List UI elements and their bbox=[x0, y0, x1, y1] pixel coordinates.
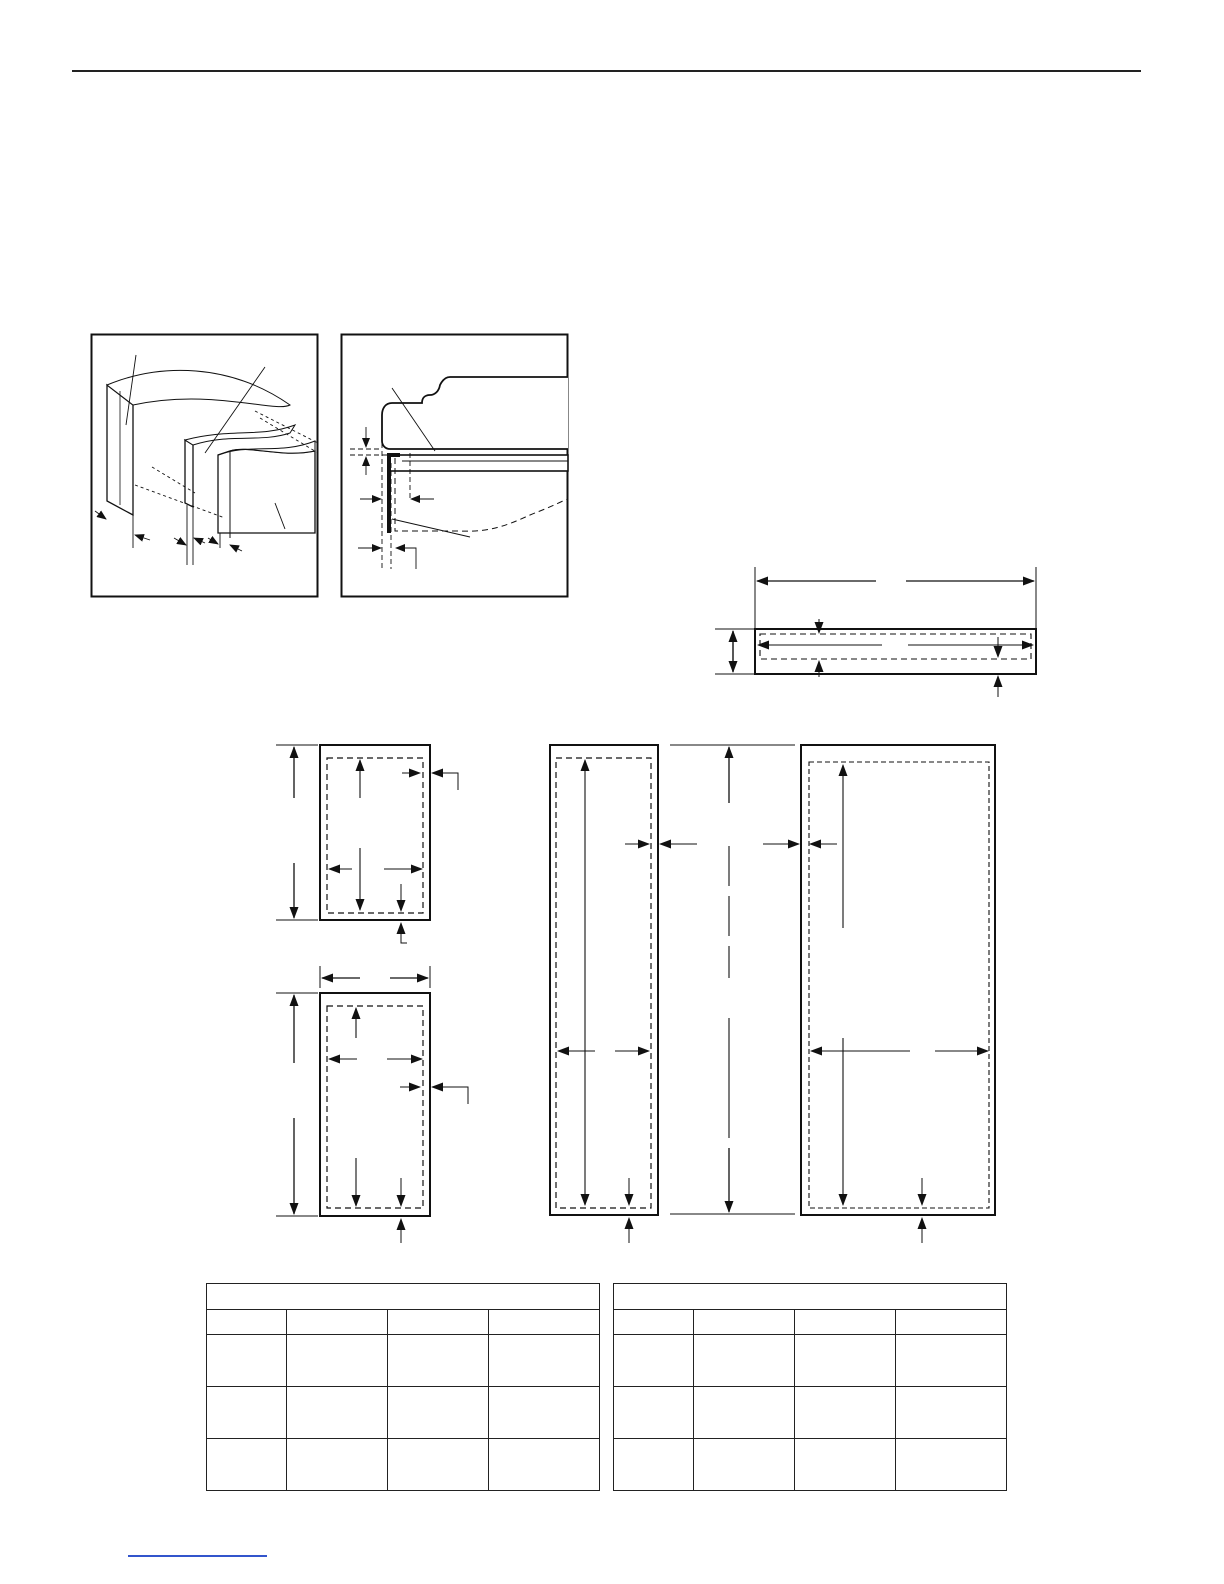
table-cell bbox=[287, 1439, 388, 1491]
table-header-cell bbox=[694, 1310, 795, 1335]
left-tall-panel bbox=[550, 745, 658, 1215]
dimension-arrow bbox=[135, 535, 150, 540]
lower-small-panel-cutout bbox=[327, 1006, 423, 1208]
table-row bbox=[614, 1439, 1007, 1491]
table-cell bbox=[795, 1387, 896, 1439]
panel-seam-detail-figure bbox=[90, 333, 320, 599]
trim-panel bbox=[390, 455, 568, 471]
dimension-arrow bbox=[95, 511, 106, 519]
table-cell bbox=[896, 1439, 1007, 1491]
table-cell bbox=[388, 1335, 489, 1387]
table-cell bbox=[207, 1387, 287, 1439]
small-door-panels-figure bbox=[272, 738, 472, 1248]
table-cell bbox=[287, 1335, 388, 1387]
right-wide-panel bbox=[801, 745, 995, 1215]
table-cell bbox=[207, 1335, 287, 1387]
middle-panel-top bbox=[185, 425, 295, 445]
table-header-cell bbox=[896, 1310, 1007, 1335]
table-cell bbox=[694, 1439, 795, 1491]
table-cell bbox=[896, 1387, 1007, 1439]
table-cell bbox=[489, 1439, 600, 1491]
right-panel-shape bbox=[218, 449, 315, 533]
trim-flange-detail-figure bbox=[340, 333, 570, 599]
table-cell bbox=[207, 1439, 287, 1491]
table-header-cell bbox=[207, 1310, 287, 1335]
lower-small-panel bbox=[320, 993, 430, 1216]
table-header-cell bbox=[287, 1310, 388, 1335]
projection-line bbox=[255, 411, 318, 443]
table-cell bbox=[795, 1335, 896, 1387]
top-panel-rect bbox=[755, 629, 1036, 674]
projection-line bbox=[135, 485, 225, 518]
table-title bbox=[614, 1284, 1007, 1310]
upper-small-panel-cutout bbox=[327, 758, 423, 913]
table-header-cell bbox=[614, 1310, 694, 1335]
table-row bbox=[207, 1387, 600, 1439]
dimension-arrow bbox=[194, 538, 205, 543]
right-spec-table bbox=[613, 1283, 1007, 1491]
table-header-cell bbox=[795, 1310, 896, 1335]
table-row bbox=[207, 1335, 600, 1387]
middle-panel-shape bbox=[185, 440, 193, 507]
right-wide-panel-cutout bbox=[809, 762, 989, 1208]
top-panel-cutout bbox=[760, 634, 1031, 659]
upper-small-panel bbox=[320, 745, 430, 920]
table-cell bbox=[388, 1387, 489, 1439]
table-header-cell bbox=[489, 1310, 600, 1335]
table-cell bbox=[489, 1387, 600, 1439]
table-title bbox=[207, 1284, 600, 1310]
leader-line bbox=[392, 519, 470, 537]
table-cell bbox=[614, 1439, 694, 1491]
table-cell bbox=[614, 1335, 694, 1387]
tall-door-panels-figure bbox=[545, 738, 1000, 1248]
footer-link[interactable] bbox=[128, 1555, 267, 1557]
table-header-cell bbox=[388, 1310, 489, 1335]
table-cell bbox=[694, 1387, 795, 1439]
countertop-profile bbox=[382, 377, 568, 449]
dimension-arrow bbox=[174, 538, 186, 545]
dimension-arrow bbox=[208, 538, 218, 544]
table-row bbox=[614, 1335, 1007, 1387]
table-cell bbox=[795, 1439, 896, 1491]
dimension-bracket bbox=[401, 923, 407, 943]
dimension-bracket bbox=[396, 548, 416, 569]
left-panel-top bbox=[107, 370, 290, 406]
table-cell bbox=[896, 1335, 1007, 1387]
header-rule bbox=[72, 70, 1141, 72]
table-cell bbox=[489, 1335, 600, 1387]
left-tall-panel-cutout bbox=[556, 758, 651, 1208]
table-cell bbox=[694, 1335, 795, 1387]
table-cell bbox=[388, 1439, 489, 1491]
dimension-bracket bbox=[432, 773, 458, 790]
table-cell bbox=[287, 1387, 388, 1439]
table-row bbox=[207, 1439, 600, 1491]
left-spec-table bbox=[206, 1283, 600, 1491]
table-row bbox=[614, 1387, 1007, 1439]
dimension-bracket bbox=[432, 1087, 468, 1104]
table-cell bbox=[614, 1387, 694, 1439]
top-panel-outline-figure bbox=[712, 565, 1042, 700]
dimension-arrow bbox=[230, 545, 242, 551]
